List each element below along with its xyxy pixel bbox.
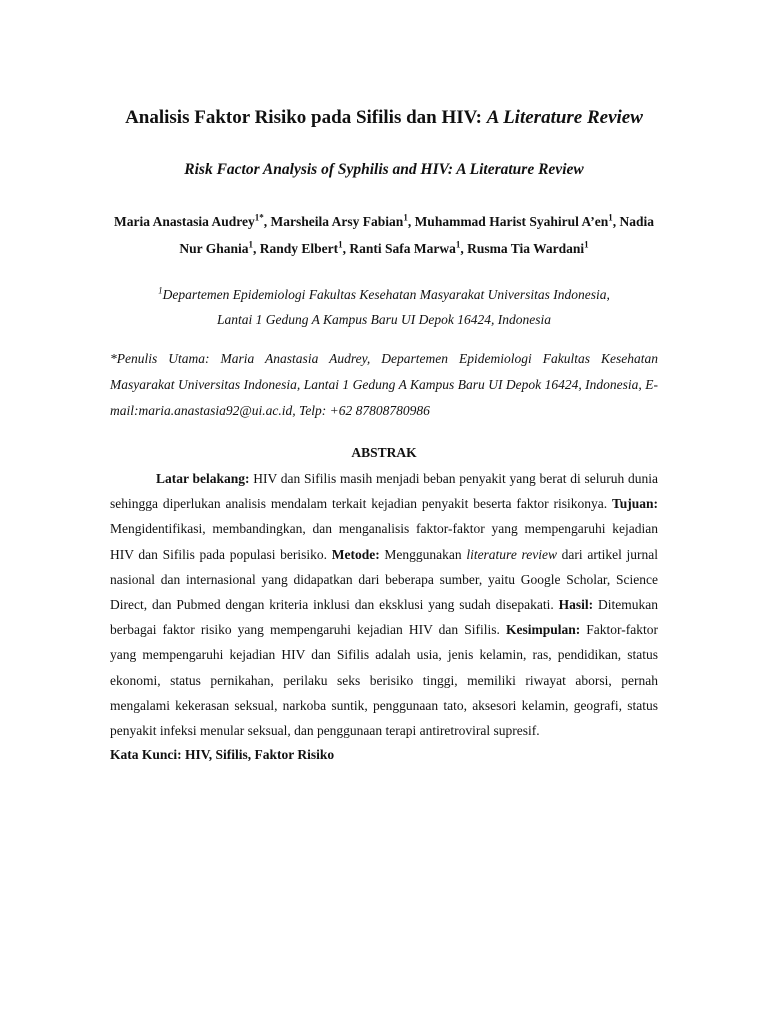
affiliation-line-2: Lantai 1 Gedung A Kampus Baru UI Depok 16424, Indonesia bbox=[217, 312, 551, 327]
corresponding-author: *Penulis Utama: Maria Anastasia Audrey, Departemen Epidemiologi Fakultas Kesehatan Masyarakat Universitas Indonesia, Lantai 1 Gedung A Kampus Baru UI Depok 16424, Indonesia, E-mail:maria.anastasia92@ui.ac.id, Telp: +62 87808780986 bbox=[110, 351, 658, 418]
author: Randy Elbert$^1$, bbox=[259, 239, 350, 256]
author: Nadia Nur Ghania$^1$, bbox=[179, 214, 654, 256]
background-label: Latar belakang: bbox=[156, 471, 250, 486]
affiliation-marker: 1 bbox=[158, 285, 163, 296]
affiliation bbox=[110, 282, 658, 332]
results-label: Hasil: bbox=[558, 597, 594, 613]
method-label: Metode: bbox=[331, 546, 380, 562]
author: Rusma Tia Wardani$^1$ bbox=[467, 239, 589, 256]
author: Muhammad Harist Syahirul $A’en^1$, bbox=[414, 212, 620, 229]
title-italic: A Literature Review bbox=[486, 107, 643, 128]
keywords: Kata Kunci: HIV, Sifilis, Faktor Risiko bbox=[110, 747, 335, 763]
author: Marsheila Arsy Fabian$^1$, bbox=[270, 212, 415, 229]
english-title: Risk Factor Analysis of Syphilis and HIV: A Literature Review bbox=[184, 161, 584, 178]
objective-label: Tujuan: bbox=[611, 496, 658, 512]
abstract-body: Latar belakang: HIV dan Sifilis masih menjadi beban penyakit yang berat di seluruh dunia sehingga diperlukan analisis mendalam terkait kejadian penyakit beserta faktor risikonya. Tujuan: Mengidentifikasi, membandingkan, dan menganalisis faktor-faktor yang mempengaruhi kejadian HIV dan Sifilis pada populasi berisiko. Metode: Menggunakan literature review dari artikel jurnal nasional dan internasional yang didapatkan dari beberapa sumber, yaitu Google Scholar, Science Direct, dan Pubmed dengan kriteria inklusi dan eksklusi yang sudah disepakati. Hasil: Ditemukan berbagai faktor risiko yang mempengaruhi kejadian HIV dan Sifilis. Kesimpulan: Faktor-faktor yang mempengaruhi kejadian HIV dan Sifilis adalah usia, jenis kelamin, ras, pendidikan, status ekonomi, status pernikahan, perilaku seks berisiko tinggi, memiliki riwayat aborsi, pernah mengalami kekerasan seksual, narkoba suntik, penggunaan tato, aksesori kelamin, geografi, status penyakit infeksi menular seksual, dan penggunaan terapi antiretroviral supresif. bbox=[110, 471, 658, 739]
affiliation-line-1: Departemen Epidemiologi Fakultas Kesehatan Masyarakat Universitas Indonesia, bbox=[162, 287, 610, 302]
author-list bbox=[110, 208, 658, 262]
author: Ranti Safa Marwa$^1$, bbox=[349, 239, 468, 256]
conclusion-label: Kesimpulan: bbox=[505, 622, 581, 638]
paper-title bbox=[110, 100, 658, 136]
author: Maria Anastasia Audrey$^{1*}$, bbox=[114, 212, 271, 229]
title-main: Analisis Faktor Risiko pada Sifilis dan HIV: bbox=[125, 107, 487, 128]
abstract-heading: ABSTRAK bbox=[351, 445, 417, 460]
